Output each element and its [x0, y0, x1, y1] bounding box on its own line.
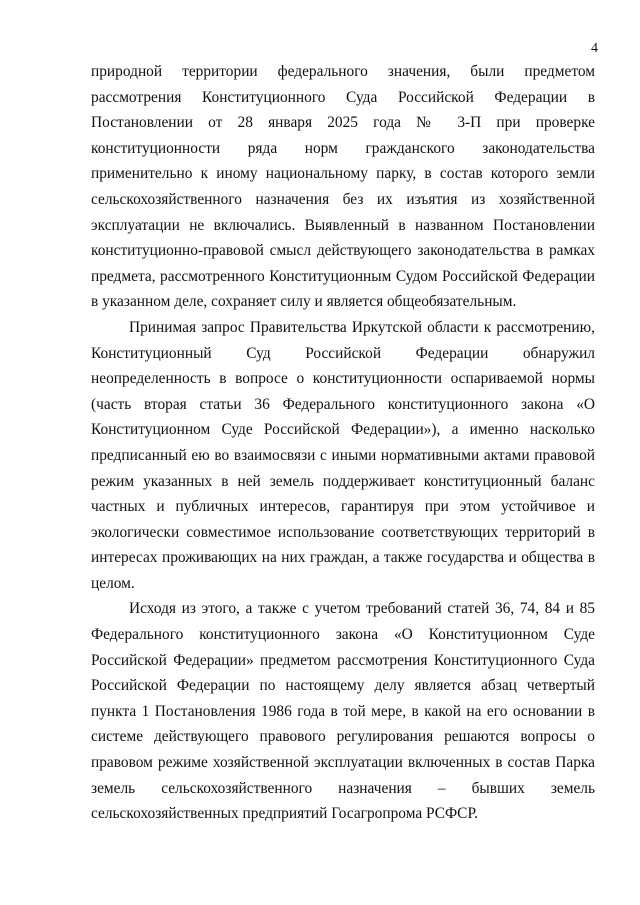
text-line: земель сельскохозяйственного назначения – бывших земель [91, 779, 595, 797]
text-line: Федерального конституционного закона «О Конституционном Суде [91, 626, 595, 644]
text-line: системе действующего правового регулирования решаются вопросы о [91, 728, 595, 746]
text-line: режим указанных в ней земель поддерживает конституционный баланс [91, 472, 595, 490]
text-line: Российской Федерации по настоящему делу является абзац четвертый [91, 677, 595, 695]
text-line: сельскохозяйственных предприятий Госагропрома РСФСР. [91, 805, 478, 823]
text-line: интересах проживающих на них граждан, а также государства и общества в [91, 549, 595, 567]
text-line: предписанный ею во взаимосвязи с иными нормативными актами правовой [91, 446, 595, 464]
text-line: применительно к иному национальному парку, в состав которого земли [91, 165, 595, 183]
text-line: Конституционный Суд Российской Федерации обнаружил [91, 344, 595, 362]
text-line: предмета, рассмотренного Конституционным Судом Российской Федерации [91, 267, 595, 285]
text-line: правовом режиме хозяйственной эксплуатации включенных в состав Парка [91, 754, 595, 772]
text-line: рассмотрения Конституционного Суда Российской Федерации в [91, 88, 595, 106]
text-line: природной территории федерального значения, были предметом [91, 63, 595, 80]
text-line: неопределенность в вопросе о конституционности оспариваемой нормы [91, 370, 595, 388]
page-number: 4 [591, 41, 598, 56]
text-line: экологически совместимое использование соответствующих территорий в [91, 523, 595, 541]
text-line: сельскохозяйственного назначения без их изъятия из хозяйственной [91, 190, 595, 208]
document-body [91, 59, 595, 827]
text-line: в указанном деле, сохраняет силу и является общеобязательным. [91, 293, 517, 311]
text-line: целом. [91, 574, 135, 592]
text-line: пункта 1 Постановления 1986 года в той мере, в какой на его основании в [91, 702, 595, 720]
text-line: Постановлении от 28 января 2025 года № 3-П при проверке [91, 114, 595, 132]
text-line: конституционно-правовой смысл действующего законодательства в рамках [91, 242, 595, 260]
text-line: Принимая запрос Правительства Иркутской области к рассмотрению, [129, 318, 595, 336]
text-line: Российской Федерации» предметом рассмотрения Конституционного Суда [91, 651, 595, 669]
text-line: (часть вторая статьи 36 Федерального конституционного закона «О [91, 395, 595, 413]
text-line: Исходя из этого, а также с учетом требований статей 36, 74, 84 и 85 [129, 600, 595, 618]
text-line: частных и публичных интересов, гарантируя при этом устойчивое и [91, 498, 595, 516]
text-line: эксплуатации не включались. Выявленный в названном Постановлении [91, 216, 595, 234]
text-line: конституционности ряда норм гражданского законодательства [91, 139, 595, 157]
text-line: Конституционном Суде Российской Федерации»), а именно насколько [91, 421, 595, 439]
